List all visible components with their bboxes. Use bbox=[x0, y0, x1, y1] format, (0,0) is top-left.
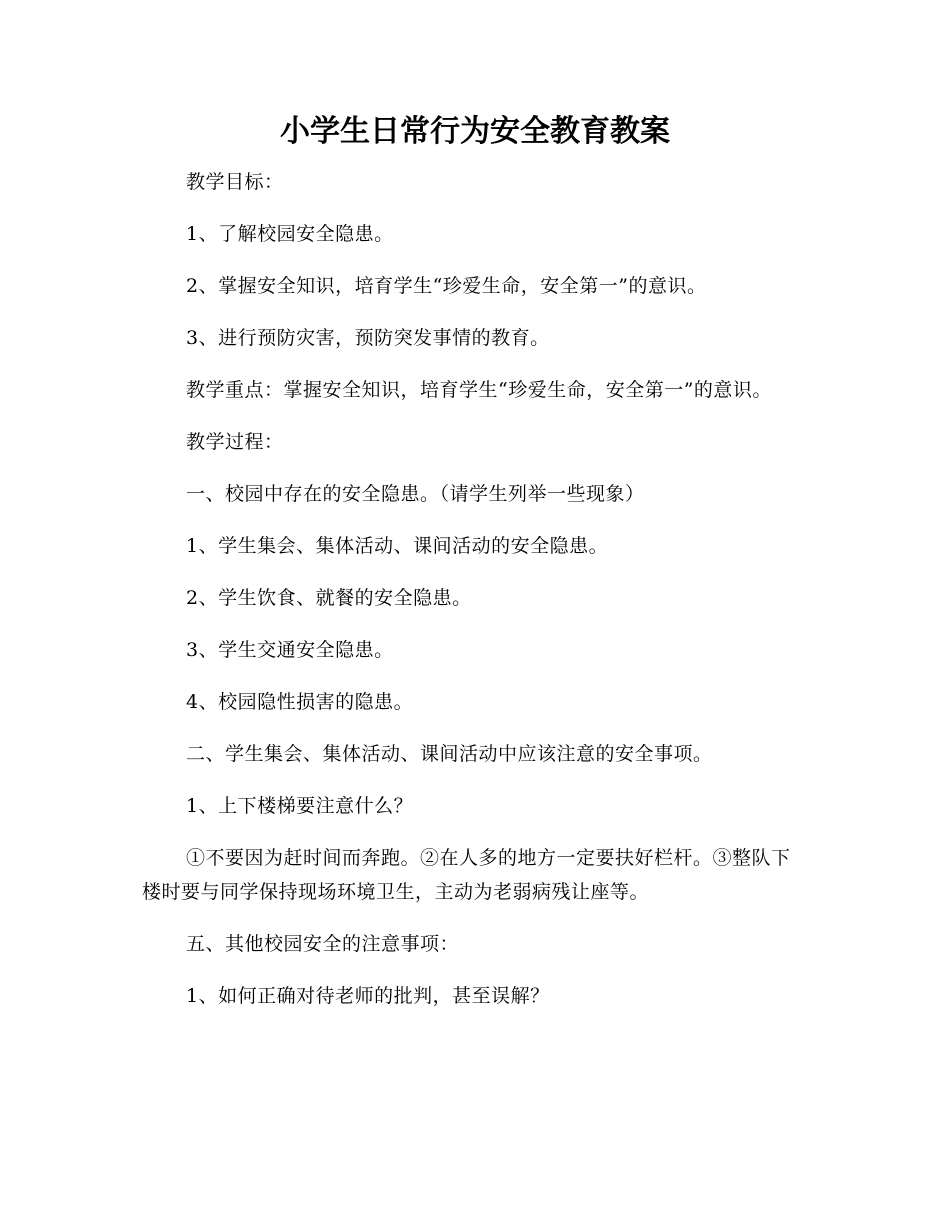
paragraph-stairs-question: 1、上下楼梯要注意什么？ bbox=[186, 795, 414, 817]
paragraph-goal-3: 3、进行预防灾害，预防突发事情的教育。 bbox=[186, 327, 550, 349]
document-title: 小学生日常行为安全教育教案 bbox=[280, 114, 670, 149]
paragraph-teaching-goals-heading: 教学目标： bbox=[186, 171, 284, 193]
paragraph-hazard-1: 1、学生集会、集体活动、课间活动的安全隐患。 bbox=[186, 535, 609, 557]
paragraph-hazard-4: 4、校园隐性损害的隐患。 bbox=[186, 691, 414, 713]
paragraph-section-5-heading: 五、其他校园安全的注意事项： bbox=[186, 933, 460, 955]
paragraph-section-1-heading: 一、校园中存在的安全隐患。（请学生列举一些现象） bbox=[186, 483, 645, 505]
paragraph-hazard-2: 2、学生饮食、就餐的安全隐患。 bbox=[186, 587, 472, 609]
paragraph-criticism-question: 1、如何正确对待老师的批判，甚至误解？ bbox=[186, 985, 550, 1007]
paragraph-section-2-heading: 二、学生集会、集体活动、课间活动中应该注意的安全事项。 bbox=[186, 743, 713, 765]
paragraph-teaching-process-heading: 教学过程： bbox=[186, 431, 284, 453]
paragraph-hazard-3: 3、学生交通安全隐患。 bbox=[186, 639, 394, 661]
paragraph-goal-1: 1、了解校园安全隐患。 bbox=[186, 223, 394, 245]
paragraph-teaching-focus: 教学重点：掌握安全知识，培育学生“珍爱生命，安全第一”的意识。 bbox=[186, 379, 772, 401]
paragraph-goal-2: 2、掌握安全知识，培育学生“珍爱生命，安全第一”的意识。 bbox=[186, 275, 707, 297]
paragraph-stairs-answers: ①不要因为赶时间而奔跑。②在人多的地方一定要扶好栏杆。③整队下楼时要与同学保持现场环境卫生，主动为老弱病残让座等。 bbox=[142, 847, 791, 903]
document-body bbox=[142, 165, 802, 1031]
